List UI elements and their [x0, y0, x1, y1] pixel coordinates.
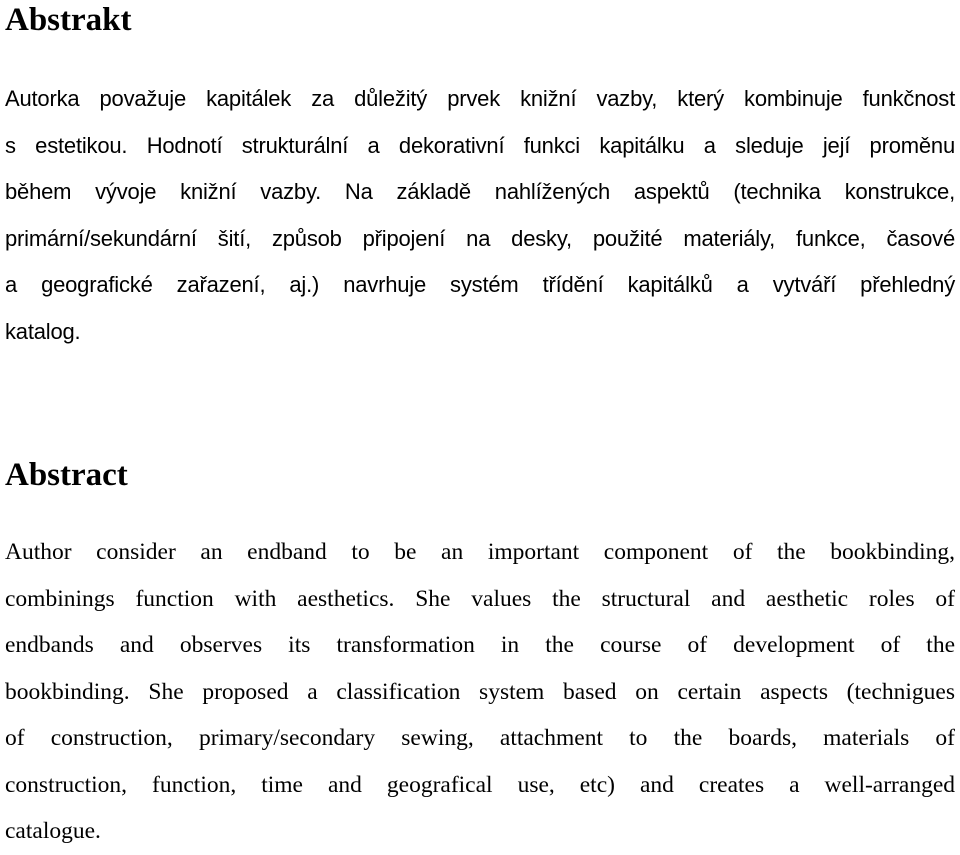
czech-abstract-line: katalog. [5, 318, 81, 344]
czech-abstract-line: během vývoje knižní vazby. Na základě nahlížených aspektů (technika konstrukce, [5, 179, 955, 204]
czech-abstract-line: Autorka považuje kapitálek za důležitý prvek knižní vazby, který kombinuje funkčnost [5, 86, 955, 111]
czech-abstract-line: primární/sekundární šití, způsob připojení na desky, použité materiály, funkce, časové [5, 225, 955, 251]
english-abstract-heading: Abstract [5, 457, 128, 493]
english-abstract-line: of construction, primary/secondary sewing, attachment to the boards, materials of [5, 725, 955, 751]
czech-abstract-heading: Abstrakt [5, 2, 132, 38]
czech-abstract-section [5, 0, 955, 355]
czech-abstract-paragraph [5, 76, 955, 355]
english-abstract-line: combinings function with aesthetics. She values the structural and aesthetic roles of [5, 585, 955, 612]
english-abstract-line: endbands and observes its transformation in the course of development of the [5, 632, 955, 658]
english-abstract-section [5, 455, 955, 855]
czech-abstract-line: s estetikou. Hodnotí strukturální a dekorativní funkci kapitálku a sleduje její proměnu [5, 132, 955, 158]
english-abstract-paragraph [5, 529, 955, 855]
english-abstract-line: bookbinding. She proposed a classification system based on certain aspects (technigues [5, 678, 955, 705]
english-abstract-line: construction, function, time and geografical use, etc) and creates a well-arranged [5, 771, 955, 798]
czech-abstract-line: a geografické zařazení, aj.) navrhuje systém třídění kapitálků a vytváří přehledný [5, 272, 955, 297]
english-abstract-line: catalogue. [5, 818, 101, 844]
english-abstract-line: Author consider an endband to be an important component of the bookbinding, [5, 539, 955, 565]
